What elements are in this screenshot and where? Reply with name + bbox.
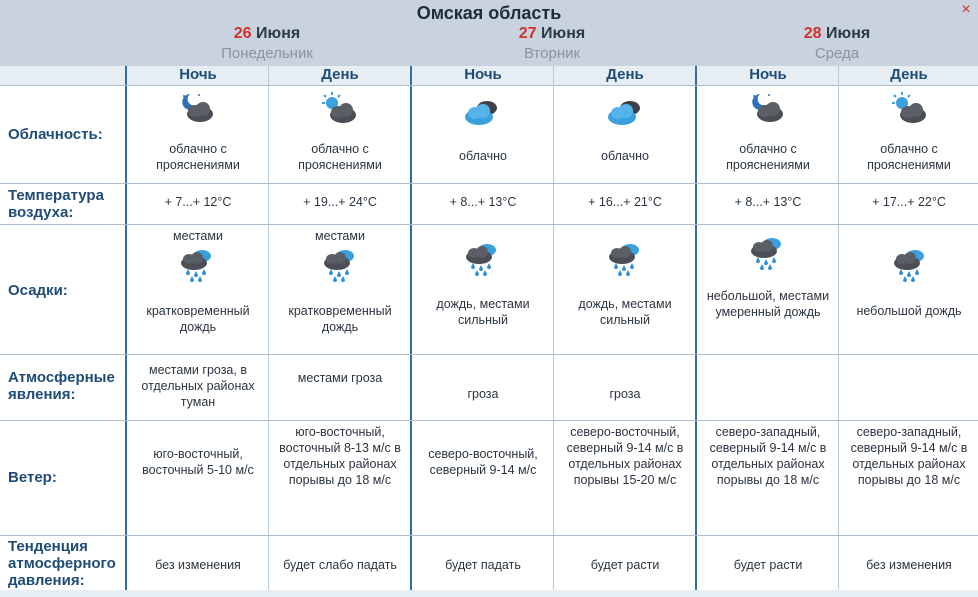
day-date-1	[126, 25, 408, 43]
wind-cell: северо-западный, северный 9-14 м/с в отдельных районах порывы до 18 м/с	[709, 425, 827, 487]
close-icon[interactable]: ×	[961, 1, 971, 18]
pressure-cell: без изменения	[866, 558, 952, 572]
rain-cloud-icon	[461, 240, 501, 278]
day-month: Июня	[541, 25, 586, 42]
day-number: 26	[233, 25, 252, 42]
day-weekday-3: Среда	[814, 45, 860, 62]
pressure-cell: без изменения	[155, 558, 241, 572]
precipitation-cell: дождь, местами сильный	[436, 297, 530, 327]
period-label: День	[606, 66, 644, 83]
day-date-2	[411, 25, 693, 43]
row-divider	[0, 535, 978, 536]
temperature-cell: + 17...+ 22°С	[872, 195, 946, 209]
wind-cell: юго-восточный, восточный 5-10 м/с	[142, 447, 254, 477]
day-number: 27	[518, 25, 537, 42]
temperature-cell: + 19...+ 24°С	[303, 195, 377, 209]
row-divider	[0, 420, 978, 421]
wind-cell: северо-западный, северный 9-14 м/с в отдельных районах порывы до 18 м/с	[850, 425, 968, 487]
day-number: 28	[803, 25, 822, 42]
moon-cloud-icon	[176, 92, 216, 126]
pressure-cell: будет расти	[590, 558, 660, 572]
row-divider	[0, 224, 978, 225]
precipitation-cell: кратковременный дождь	[288, 304, 392, 334]
temperature-cell: + 8...+ 13°С	[449, 195, 517, 209]
grid-line	[838, 66, 839, 597]
temperature-cell: + 8...+ 13°С	[734, 195, 802, 209]
phenomena-cell: гроза	[609, 387, 641, 401]
period-label: Ночь	[179, 66, 217, 83]
period-label: День	[321, 66, 359, 83]
pressure-cell: будет расти	[733, 558, 803, 572]
period-label: Ночь	[749, 66, 787, 83]
grid-line	[410, 66, 412, 597]
moon-cloud-icon	[746, 92, 786, 126]
grid-line	[268, 66, 269, 597]
rain-cloud-icon	[176, 246, 216, 284]
day-date-3	[696, 25, 978, 43]
wind-cell: северо-восточный, северный 9-14 м/с в отдельных районах порывы 15-20 м/с	[566, 425, 684, 487]
precipitation-note: местами	[315, 229, 365, 243]
row-label-pressure: Тенденция атмосферного давления:	[8, 538, 116, 589]
row-label-wind: Ветер:	[8, 469, 57, 486]
row-divider	[0, 85, 978, 86]
period-label: Ночь	[464, 66, 502, 83]
sun-cloud-icon	[319, 92, 359, 126]
rain-cloud-icon	[746, 234, 786, 272]
cloudiness-cell: облачно с прояснениями	[298, 142, 382, 172]
row-divider	[0, 183, 978, 184]
wind-cell: юго-восточный, восточный 8-13 м/с в отдельных районах порывы до 18 м/с	[279, 425, 401, 487]
day-month: Июня	[826, 25, 871, 42]
day-weekday-2: Вторник	[523, 45, 581, 62]
period-label: День	[890, 66, 928, 83]
row-label-temperature: Температура воздуха:	[8, 187, 104, 221]
cloudiness-cell: облачно с прояснениями	[867, 142, 951, 172]
wind-cell: северо-восточный, северный 9-14 м/с	[428, 447, 538, 477]
rain-cloud-icon	[604, 240, 644, 278]
grid-line	[125, 66, 127, 597]
day-month: Июня	[256, 25, 301, 42]
precipitation-cell: небольшой, местами умеренный дождь	[706, 289, 830, 319]
region-title: Омская область	[416, 3, 562, 23]
phenomena-cell: гроза	[467, 387, 499, 401]
sun-cloud-icon	[889, 92, 929, 126]
cloudiness-cell: облачно с прояснениями	[726, 142, 810, 172]
row-divider	[0, 354, 978, 355]
day-weekday-1: Понедельник	[221, 45, 313, 62]
phenomena-cell: местами гроза	[297, 371, 383, 385]
pressure-cell: будет слабо падать	[283, 558, 397, 572]
row-label-phenomena: Атмосферные явления:	[8, 369, 115, 403]
row-label-precipitation: Осадки:	[8, 282, 68, 299]
temperature-cell: + 7...+ 12°С	[164, 195, 232, 209]
grid-line	[553, 66, 554, 597]
precipitation-note: местами	[173, 229, 223, 243]
temperature-cell: + 16...+ 21°С	[588, 195, 662, 209]
clouds-icon	[461, 95, 501, 129]
precipitation-cell: небольшой дождь	[856, 304, 962, 318]
rain-cloud-icon	[889, 246, 929, 284]
precipitation-cell: дождь, местами сильный	[578, 297, 672, 327]
row-label-cloudiness: Облачность:	[8, 126, 103, 143]
bottom-bar	[0, 590, 978, 597]
precipitation-cell: кратковременный дождь	[146, 304, 250, 334]
cloudiness-cell: облачно	[601, 149, 649, 163]
rain-cloud-icon	[319, 246, 359, 284]
phenomena-cell: местами гроза, в отдельных районах туман	[141, 363, 255, 409]
cloudiness-cell: облачно	[459, 149, 507, 163]
grid-line	[695, 66, 697, 597]
pressure-cell: будет падать	[445, 558, 521, 572]
clouds-icon	[604, 95, 644, 129]
cloudiness-cell: облачно с прояснениями	[156, 142, 240, 172]
